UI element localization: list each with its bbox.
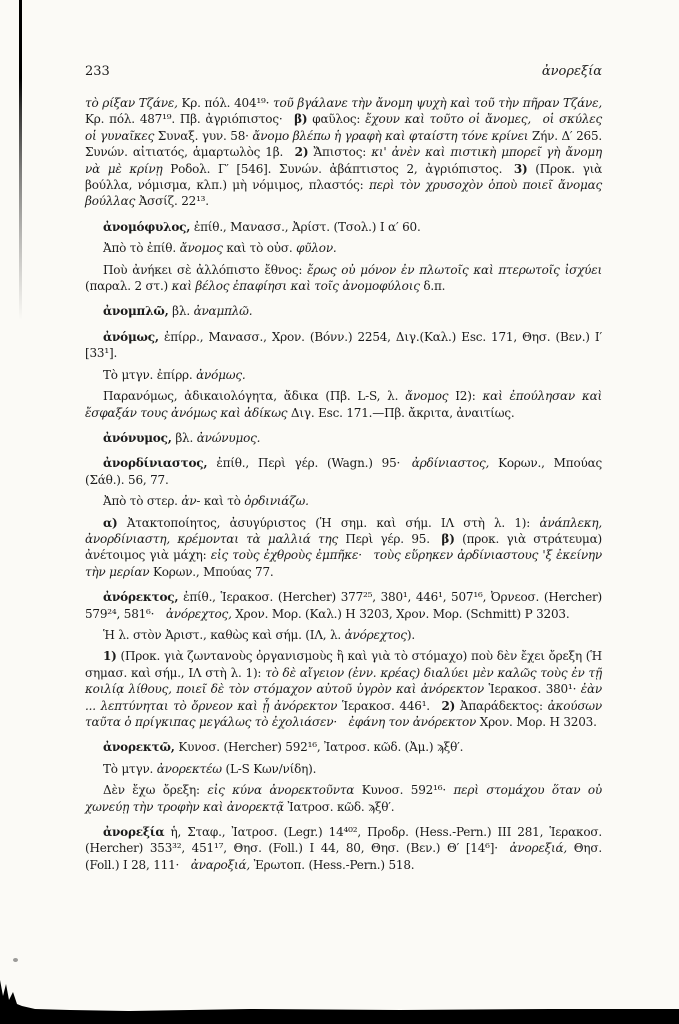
quotation-text: ἀνόρεχτος (344, 627, 407, 642)
quotation-text: ἀναμπλῶ. (193, 304, 253, 319)
quotation-text: καὶ βέλος ἐπαφίησι καὶ τοῖς ἀνομοφύλοις (171, 279, 420, 294)
paragraph-anomofylos-definition (85, 262, 602, 295)
text-run: Δὲν ἔχω ὄρεξη: (103, 783, 208, 798)
headword-or-sense-marker: β) (441, 531, 455, 546)
quotation-text: ἀναροξιά, (190, 857, 250, 872)
quotation-text: ἄνομος (179, 241, 223, 256)
entry-anorekto (85, 739, 602, 755)
page-number: 233 (85, 64, 110, 79)
text-run: Κορων., Μπούας 77. (149, 564, 274, 579)
text-run: Ἡ λ. στὸν Ἀριστ., καθὼς καὶ σήμ. (ΙΛ, λ. (103, 627, 345, 642)
quotation-text: ἀνορεκτέω (156, 761, 222, 776)
quotation-text: καὶ ἐπούλησαν καὶ ἔσφαξάν τους ἀνόμως καὶ ἀδίκως (85, 389, 602, 420)
text-run: Ἄπιστος: (308, 145, 372, 160)
text-run: ἐπίθ., Περὶ γέρ. (Wagn.) 95· (207, 456, 412, 471)
quotation-text: εἰς τοὺς ἐχθροὺς ἐμπῆκε· τοὺς εὕρηκεν ἀρδίνιαστους 'ξ ἐκείνην τὴν μερίαν (85, 548, 603, 579)
quotation-text: περὶ τὸν χρυσοχὸν ὁποὺ ποιεῖ ἄνομας βούλλας (85, 178, 602, 209)
quotation-text: ἀνώνυμος. (196, 430, 261, 445)
quotation-text: ἀρδίνιαστος, (411, 456, 490, 471)
paragraph-anordiniastos-senses (85, 515, 602, 581)
text-run: Διγ. Esc. 171.—Πβ. ἄκριτα, ἀναιτίως. (287, 405, 515, 420)
text-run: Τὸ μτγν. (103, 761, 157, 776)
paragraph-anorekto-etymology (85, 761, 602, 777)
text-run: Ἀτακτοποίητος, ἀσυγύριστος (Ἡ σημ. καὶ σήμ. ΙΛ στὴ λ. 1): (117, 515, 540, 530)
headword-or-sense-marker: 3) (513, 161, 528, 176)
quotation-text: ὀρδινιάζω. (244, 494, 309, 509)
text-run: Ἀπὸ τὸ στερ. (103, 494, 182, 509)
page-header (85, 64, 602, 79)
text-run: Θησ. (Foll.) Ι 28, 111· (85, 841, 602, 872)
text-run: Συναξ. γυν. 58· (154, 128, 253, 143)
paragraph-anorektos-senses (85, 648, 602, 730)
text-run: (Προκ. γιὰ ζωντανοὺς ὀργανισμοὺς ἢ καὶ γιὰ τὸ στόμαχο) ποὺ δὲν ἔχει ὄρεξη (Ἡ σημασ. καὶ σήμ., ΙΛ στὴ λ. 1): (85, 649, 602, 680)
text-run: ἐπίθ., Ἱερακοσ. (Hercher) 377²⁵, 380¹, 446¹, 507¹⁶, Ὀρνεοσ. (Hercher) 579²⁴, 581⁶· (85, 590, 602, 621)
scan-edge-streak (19, 0, 22, 320)
text-run: ἐπίθ., Μανασσ., Ἀρίστ. (Τσολ.) Ι α′ 60. (190, 219, 421, 234)
headword-or-sense-marker: ἀνόνυμος, (103, 430, 172, 445)
headword-or-sense-marker: α) (103, 515, 118, 530)
headword-or-sense-marker: ἀνορεξία (103, 825, 165, 840)
text-run: βλ. (171, 430, 197, 445)
headword-or-sense-marker: ἀνομπλῶ, (103, 304, 169, 319)
headword-or-sense-marker: ἀνόμως, (103, 329, 159, 344)
dictionary-text (85, 95, 602, 873)
paragraph-anomofylos-etymology (85, 240, 602, 256)
quotation-text: ἄνομο βλέπω ἡ γραφὴ καὶ φταίστη τόνε κρίνει (252, 128, 529, 143)
paragraph-anorekto-definition (85, 782, 602, 815)
quotation-text: ἀν- (181, 494, 201, 509)
text-run: (Προκ. γιὰ βούλλα, νόμισμα, κλπ.) μὴ νόμιμος, πλαστός: (85, 161, 602, 193)
quotation-text: ἀκούσων ταῦτα ὁ πρίγκιπας μεγάλως τὸ ἐχολιάσεν· ἐφάνη τον ἀνόρεκτον (85, 698, 602, 729)
headword-or-sense-marker: ἀνόρεκτος, (103, 590, 179, 605)
entry-anonymos (85, 430, 602, 446)
text-run: Ἱερακοσ. 380¹· (483, 682, 581, 697)
text-run: ). (406, 627, 415, 642)
text-run: Περὶ γέρ. 95. (337, 531, 442, 546)
headword-or-sense-marker: 2) (294, 145, 309, 160)
entry-anorektos (85, 589, 602, 622)
paragraph-anomos-continuation (85, 95, 602, 210)
text-run: Ἀπαράδεκτος: (455, 698, 548, 713)
quotation-text: περὶ στομάχου ὅταν οὐ χωνεύῃ τὴν τροφὴν καὶ ἀνορεκτᾷ (85, 783, 602, 814)
text-run: Ποὺ ἀνήκει σὲ ἀλλόπιστο ἔθνος: (103, 262, 308, 277)
quotation-text: κι' ἀνὲν καὶ πιστικὴ μπορεῖ γὴ ἄνομη νὰ μὲ κρίνῃ (85, 145, 603, 176)
entry-anordiniastos (85, 455, 602, 488)
dictionary-page (85, 64, 602, 873)
text-run: Κρ. πόλ. 404¹⁹· (177, 96, 273, 110)
quotation-text: τοῦ βγάλανε τὴν ἄνομη ψυχὴ καὶ τοῦ τὴν πῆραν Τζάνε, (273, 96, 602, 110)
headword-or-sense-marker: β) (294, 112, 308, 127)
text-run: Παρανόμως, ἀδικαιολόγητα, ἄδικα (Πβ. L-S, λ. (103, 389, 406, 404)
headword-or-sense-marker: ἀνομόφυλος, (103, 219, 191, 234)
text-run: Τὸ μτγν. ἐπίρρ. (103, 367, 197, 382)
entry-anomplo (85, 303, 602, 319)
quotation-text: ἀνορεξιά, (509, 841, 568, 856)
running-head: ἀνορεξία (541, 64, 602, 79)
scan-speck (13, 958, 18, 962)
text-run: Κρ. πόλ. 487¹⁹. Πβ. ἀγριόπιστος· (85, 112, 295, 127)
quotation-text: τὸ ρίξαν Τζάνε, (85, 96, 178, 110)
quotation-text: ἐὰν ... λεπτύνηται τὸ ὄρνεον καὶ ᾖ ἀνόρεκτον (85, 682, 603, 713)
entry-anomos-adverb (85, 329, 602, 362)
headword-or-sense-marker: 2) (441, 698, 456, 713)
text-run: Ἰατροσ. κῶδ. ϡξθ′. (283, 799, 395, 814)
entry-anomofylos (85, 219, 602, 235)
quotation-text: εἰς κύνα ἀνορεκτοῦντα (207, 783, 355, 798)
quotation-text: τὸ δὲ αἴγειον (ἐνν. κρέας) διαλύει μὲν καλῶς τοὺς ἐν τῇ κοιλίᾳ λίθους, ποιεῖ δὲ τὸν στόμαχον αὐτοῦ ὑγρὸν καὶ ἀνόρεκτον (85, 665, 602, 697)
text-run: Ἐρωτοπ. (Hess.-Pern.) 518. (249, 857, 415, 872)
headword-or-sense-marker: ἀνορεκτῶ, (103, 740, 175, 755)
quotation-text: ἀνόμως. (196, 367, 246, 382)
paragraph-anordiniastos-etymology (85, 493, 602, 509)
text-run: (προκ. γιὰ στράτευμα) ἀνέτοιμος γιὰ μάχη: (85, 531, 602, 563)
text-run: δ.π. (419, 279, 446, 294)
text-run: Κυνοσ. 592¹⁶· (354, 783, 454, 798)
quotation-text: ἔρως οὐ μόνον ἐν πλωτοῖς καὶ πτερωτοῖς ἰσχύει (307, 262, 602, 277)
scan-bottom-band (0, 964, 679, 1024)
quotation-text: ἀνάπλεκη, ἀνορδίνιαστη, κρέμονται τὰ μαλλιά της (85, 515, 602, 546)
text-run: (L-S Κων/νίδη). (221, 761, 317, 776)
headword-or-sense-marker: 1) (103, 649, 117, 664)
text-run: καὶ τὸ οὐσ. (222, 241, 297, 256)
text-run: Κυνοσ. (Hercher) 592¹⁶, Ἰατροσ. κῶδ. (Ἀμ.) ϡξθ′. (174, 740, 464, 755)
quotation-text: ἔχουν καὶ τοῦτο οἱ ἄνομες, οἱ σκύλες οἱ γυναῖκες (85, 112, 602, 143)
quotation-text: ἄνομος (405, 389, 449, 404)
text-run: Ἱερακοσ. 446¹. (337, 698, 442, 713)
paragraph-anorektos-note (85, 627, 602, 643)
text-run: Ροδολ. Γ′ [546]. Συνών. ἀβάπτιστος 2, ἀγριόπιστος. (162, 161, 514, 176)
text-run: Ι2): (448, 389, 483, 404)
text-run: (παραλ. 2 στ.) (85, 279, 172, 294)
quotation-text: φῦλον. (296, 241, 337, 256)
quotation-text: ἀνόρεχτος, (165, 606, 232, 621)
text-run: ἡ, Σταφ., Ἰατροσ. (Legr.) 14⁴⁰², Προδρ. (Hess.-Pern.) ΙΙΙ 281, Ἱερακοσ. (Hercher) 353³², 451¹⁷, Θησ. (Foll.) Ι 44, 80, Θησ. (Βεν.) Θ′ [14⁶]· (85, 825, 602, 856)
entry-anorexia (85, 824, 602, 873)
text-run: βλ. (168, 304, 194, 319)
text-run: Κορων., Μπούας (Σάθ.). 56, 77. (85, 456, 602, 487)
text-run: καὶ τὸ (200, 494, 245, 509)
text-run: Ἀσσίζ. 22¹³. (135, 194, 209, 209)
text-run: Χρον. Μορ. Η 3203. (476, 715, 597, 729)
text-run: Ζήν. Δ′ 265. Συνών. αἰτιατός, ἁμαρτωλὸς 1β. (85, 128, 602, 160)
paragraph-anomos-definition (85, 388, 602, 421)
headword-or-sense-marker: ἀνορδίνιαστος, (103, 456, 208, 471)
text-run: ἐπίρρ., Μανασσ., Χρον. (Βόνν.) 2254, Διγ.(Καλ.) Esc. 171, Θησ. (Βεν.) Ι′ [33¹]. (85, 329, 602, 361)
paragraph-anomos-etymology (85, 367, 602, 383)
text-run: Ἀπὸ τὸ ἐπίθ. (103, 241, 180, 256)
text-run: φαῦλος: (307, 112, 366, 127)
text-run: Χρον. Μορ. (Καλ.) Η 3203, Χρον. Μορ. (Schmitt) P 3203. (231, 606, 570, 621)
